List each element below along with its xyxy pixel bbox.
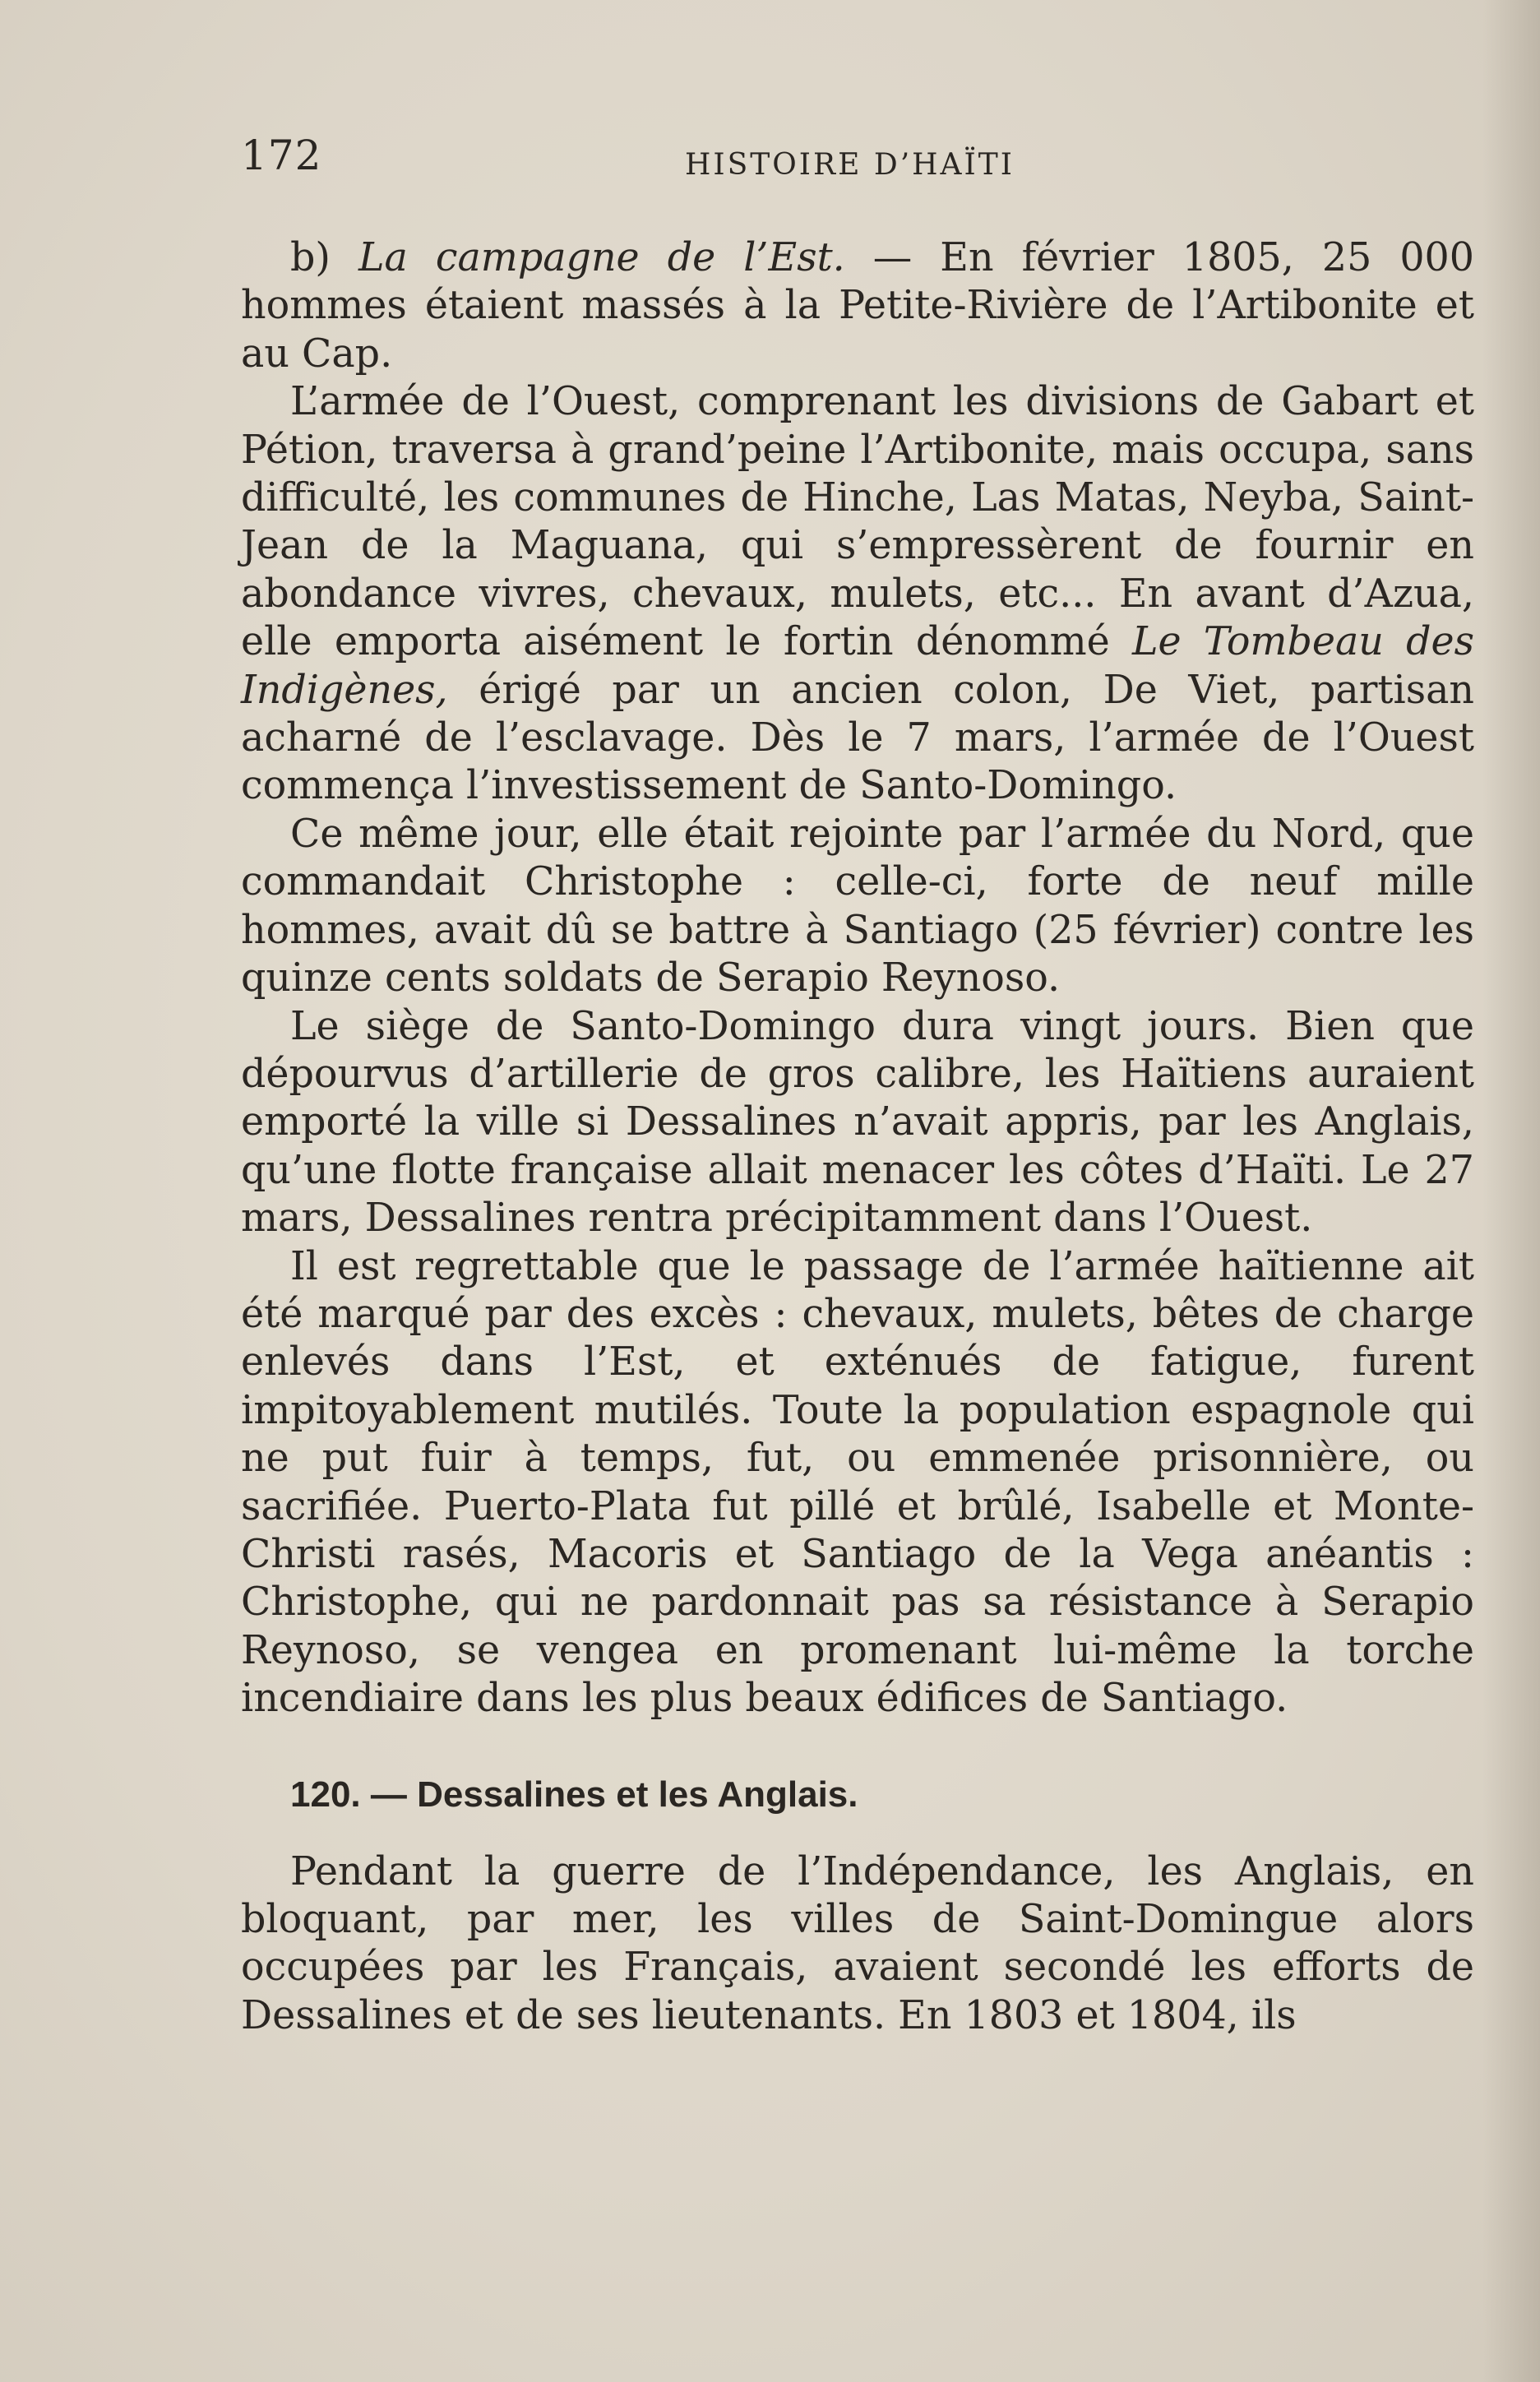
section-heading: 120. — Dessalines et les Anglais. [290,1774,858,1815]
intro-text: — En février 1805, 25 000 hommes étaient massés à la Petite-Rivière de l’Artibonite et au Cap. [241,235,1474,377]
paragraph-exces: Il est regrettable que le passage de l’armée haïtienne ait été marqué par des excès : chevaux, mulets, bêtes de charge enlevés dans l’Est, et exténués de fatigue, furent impitoyablement mutilés. Toute la population espagnole qui ne put fuir à temps, fut, ou emmenée prisonnière, ou sacrifiée. Puerto-Plata fut pillé et brûlé, Isabelle et Monte-Christi rasés, Macoris et Santiago de la Vega anéantis : Christophe, qui ne pardonnait pas sa résistance à Serapio Reynoso, se vengea en promenant lui-même la torche incendiaire dans les plus beaux édifices de Santiago. [241,1243,1474,1722]
section-label: b) [290,235,331,280]
paragraph-armee-nord: Ce même jour, elle était rejointe par l’armée du Nord, que commandait Christophe : celle-ci, forte de neuf mille hommes, avait dû se battre à Santiago (25 février) contre les quinze cents soldats de Serapio Reynoso. [241,811,1474,1001]
page-number: 172 [241,132,322,179]
paragraph-siege: Le siège de Santo-Domingo dura vingt jours. Bien que dépourvus d’artillerie de gros calibre, les Haïtiens auraient emporté la ville si Dessalines n’avait appris, par les Anglais, qu’une flotte française allait menacer les côtes d’Haïti. Le 27 mars, Dessalines rentra précipitamment dans l’Ouest. [241,1003,1474,1242]
paragraph-armee-ouest [241,378,1474,811]
paragraph-text-a: L’armée de l’Ouest, comprenant les divisions de Gabart et Pétion, traversa à grand’peine l’Artibonite, mais occupa, sans difficulté, les communes de Hinche, Las Matas, Neyba, Saint-Jean de la Maguana, qui s’empressèrent de fournir en abondance vivres, chevaux, mulets, etc... En avant d’Azua, elle emporta aisément le fortin dénommé [241,379,1474,665]
paragraph-text-b: érigé par un ancien colon, De Viet, partisan acharné de l’esclavage. Dès le 7 mars, l’armée de l’Ouest commença l’investissement de Santo-Domingo. [241,667,1474,809]
italic-title: Le Tombeau des Indigènes, [241,619,1474,713]
section-title: La campagne de l’Est. [358,235,845,280]
page-header [241,132,1474,189]
running-title: HISTOIRE D’HAÏTI [685,148,1015,182]
paragraph-campagne-intro [241,234,1474,378]
page-edge-shadow [1482,0,1540,2382]
body-text [241,234,1474,2040]
paragraph-anglais: Pendant la guerre de l’Indépendance, les Anglais, en bloquant, par mer, les villes de Saint-Domingue alors occupées par les Français, avaient secondé les efforts de Dessalines et de ses lieutenants. En 1803 et 1804, ils [241,1848,1474,2038]
